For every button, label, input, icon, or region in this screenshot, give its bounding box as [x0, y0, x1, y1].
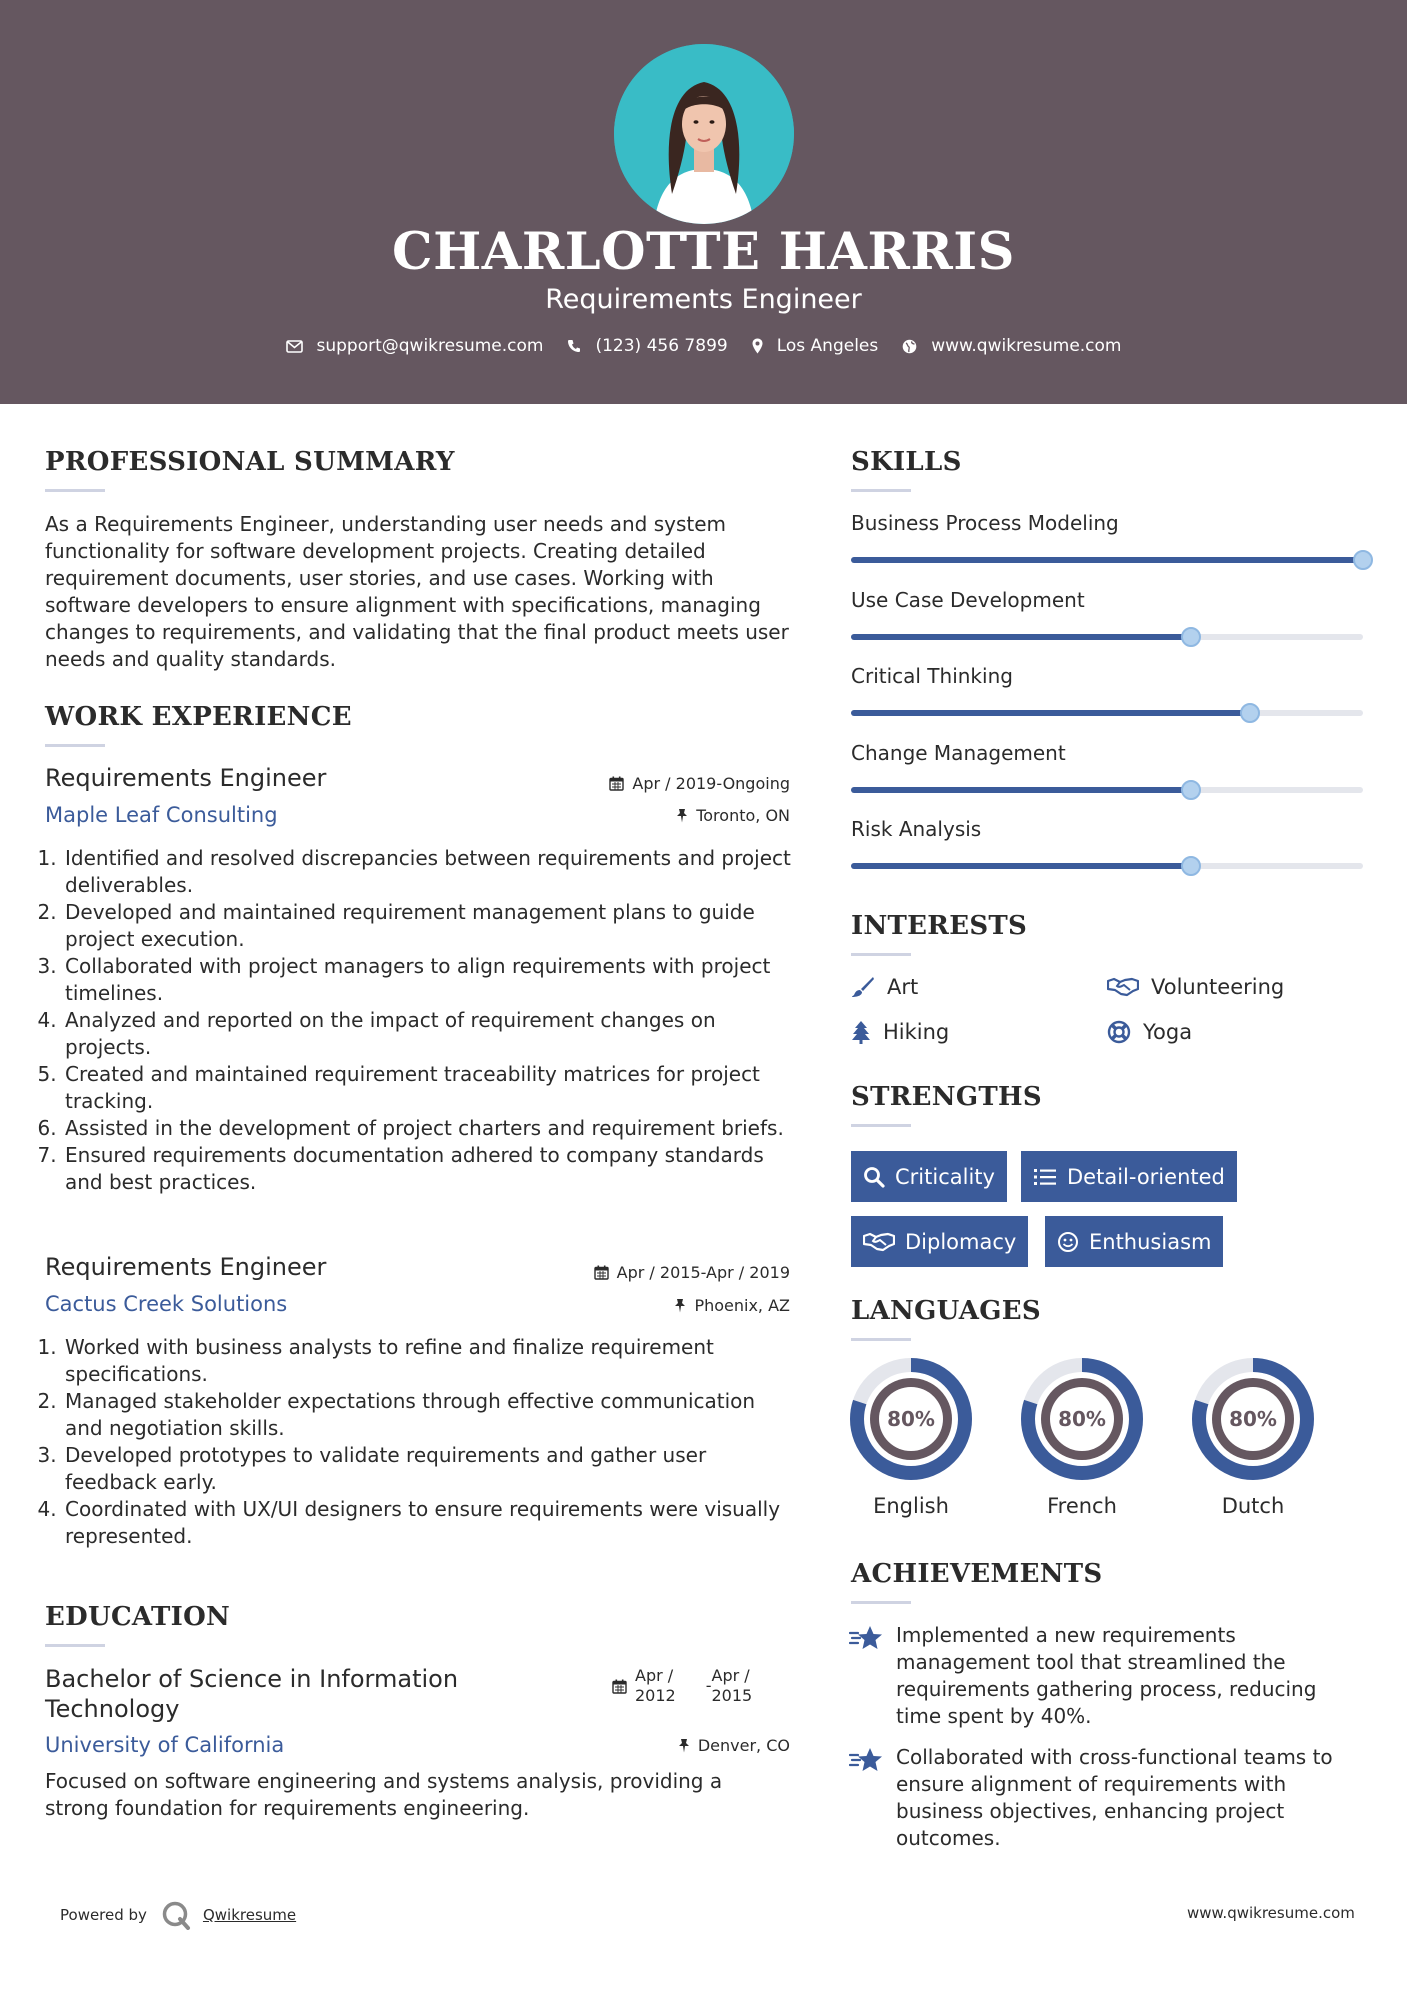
- interest-label: Yoga: [1143, 1020, 1193, 1044]
- interests-heading: INTERESTS: [851, 911, 1028, 941]
- star-icon: [849, 1624, 883, 1652]
- skill-label: Business Process Modeling: [851, 511, 1119, 535]
- resume-header: [0, 0, 1407, 404]
- map-pin-icon: [752, 338, 763, 354]
- job-1-location-text: Toronto, ON: [696, 806, 790, 825]
- skill-bar-knob: [1181, 780, 1201, 800]
- education-date: [612, 1666, 760, 1706]
- skill-bar-fill: [851, 863, 1191, 869]
- skill-bar-knob: [1353, 550, 1373, 570]
- language-label: Dutch: [1221, 1494, 1285, 1518]
- skill-bar-fill: [851, 557, 1363, 563]
- footer-powered-by: [60, 1900, 296, 1930]
- calendar-icon: [594, 1265, 609, 1280]
- job-1-title: Requirements Engineer: [45, 764, 327, 792]
- skill-label: Use Case Development: [851, 587, 1085, 612]
- experience-heading-underline: [45, 744, 105, 747]
- interest-yoga: [1107, 1020, 1192, 1044]
- skills-heading: SKILLS: [851, 447, 962, 477]
- profile-photo: [614, 44, 794, 224]
- language-percent: 80%: [887, 1407, 935, 1431]
- summary-heading: PROFESSIONAL SUMMARY: [45, 447, 455, 477]
- summary-text: As a Requirements Engineer, understanding user needs and system functionality for software development projects. Creating detailed requirement documents, user stories, and use cases. Working with software developers to ensure alignment with specifications, managing changes to requirements, and validating that the final product meets user needs and quality standards.: [45, 512, 789, 671]
- list-item: 2. Developed and maintained requirement management plans to guide project execution.: [63, 899, 795, 953]
- list-icon: [1033, 1167, 1057, 1187]
- profile-photo-illustration: [614, 44, 794, 224]
- contact-phone[interactable]: [567, 336, 727, 356]
- interest-label: Volunteering: [1151, 975, 1285, 999]
- footer-powered-label: Powered by: [60, 1906, 147, 1924]
- skill-label: Change Management: [851, 740, 1066, 765]
- star-icon: [849, 1746, 883, 1774]
- education-location: [520, 1736, 790, 1755]
- footer-website[interactable]: www.qwikresume.com: [1187, 1904, 1355, 1922]
- contact-email[interactable]: [286, 336, 544, 356]
- skill-bar-fill: [851, 710, 1250, 716]
- skill-bar-fill: [851, 787, 1191, 793]
- strengths-heading-underline: [851, 1124, 911, 1127]
- calendar-icon: [612, 1679, 627, 1694]
- education-location-text: Denver, CO: [697, 1736, 790, 1755]
- pushpin-icon: [678, 1738, 690, 1753]
- skill-label: Risk Analysis: [851, 817, 982, 841]
- language-percent: 80%: [1229, 1407, 1277, 1431]
- education-date-start: [635, 1666, 676, 1706]
- strength-label: Detail-oriented: [1067, 1164, 1225, 1189]
- list-item: 3. Collaborated with project managers to align requirements with project timelines.: [63, 953, 795, 1007]
- contact-phone-text: (123) 456 7899: [595, 336, 728, 356]
- education-degree-line-2: Technology: [45, 1695, 180, 1723]
- candidate-role: Requirements Engineer: [545, 284, 862, 315]
- list-item: 7. Ensured requirements documentation adhered to company standards and best practices.: [63, 1142, 795, 1196]
- handshake-icon: [1107, 977, 1139, 997]
- qwikresume-logo-icon: [161, 1900, 191, 1930]
- skill-bar-knob: [1181, 856, 1201, 876]
- list-item: 6. Assisted in the development of project charters and requirement briefs.: [63, 1115, 795, 1142]
- strength-label: Criticality: [895, 1164, 995, 1189]
- interest-art: [851, 975, 918, 999]
- education-date-end: [706, 1666, 753, 1706]
- contact-website[interactable]: [902, 336, 1121, 356]
- job-2-title: Requirements Engineer: [45, 1253, 327, 1281]
- list-item: 3. Developed prototypes to validate requirements and gather user feedback early.: [63, 1442, 795, 1496]
- strength-enthusiasm: [1045, 1216, 1223, 1267]
- footer-brand-link[interactable]: Qwikresume: [202, 1906, 297, 1924]
- job-1-company: Maple Leaf Consulting: [45, 803, 278, 827]
- language-donut: [1191, 1357, 1315, 1481]
- life-ring-icon: [1107, 1020, 1131, 1044]
- achievements-heading-underline: [851, 1601, 911, 1604]
- job-2-bullets: [45, 1334, 795, 1550]
- education-degree: [45, 1664, 605, 1724]
- language-donut: [1020, 1357, 1144, 1481]
- education-date-end-month: Apr /: [711, 1666, 750, 1685]
- education-school: University of California: [45, 1733, 285, 1757]
- strength-criticality: [851, 1151, 1007, 1202]
- job-2-company: Cactus Creek Solutions: [45, 1292, 288, 1316]
- education-heading: EDUCATION: [45, 1602, 231, 1632]
- phone-icon: [567, 339, 581, 353]
- globe-icon: [902, 339, 917, 354]
- achievement-2: Collaborated with cross-functional teams to ensure alignment of requirements with business objectives, enhancing project outcomes.: [896, 1745, 1333, 1850]
- education-date-end-year: 2015: [711, 1686, 753, 1705]
- strength-detail-oriented: [1021, 1151, 1237, 1202]
- skill-bar-track: [851, 710, 1363, 716]
- job-2-date-text: Apr / 2015-Apr / 2019: [616, 1263, 790, 1282]
- interest-label: Hiking: [883, 1020, 950, 1044]
- strength-label: Diplomacy: [905, 1229, 1017, 1254]
- skill-bar-track: [851, 634, 1363, 640]
- strengths-heading: STRENGTHS: [851, 1082, 1042, 1112]
- contact-email-text: support@qwikresume.com: [316, 336, 544, 356]
- skill-bar-track: [851, 787, 1363, 793]
- contact-location-text: Los Angeles: [776, 336, 879, 356]
- pushpin-icon: [676, 808, 688, 823]
- job-1-bullets: [45, 845, 795, 1196]
- skill-bar-knob: [1240, 703, 1260, 723]
- language-label: French: [1047, 1494, 1117, 1518]
- skill-bar-track: [851, 863, 1363, 869]
- list-item: 4. Analyzed and reported on the impact of requirement changes on projects.: [63, 1007, 795, 1061]
- job-2-location-text: Phoenix, AZ: [694, 1296, 790, 1315]
- smile-icon: [1057, 1231, 1079, 1253]
- interest-label: Art: [887, 975, 919, 999]
- language-percent: 80%: [1058, 1407, 1106, 1431]
- education-date-start-month: Apr /: [635, 1666, 674, 1685]
- contact-website-text: www.qwikresume.com: [931, 336, 1122, 356]
- skill-bar-knob: [1181, 627, 1201, 647]
- strength-label: Enthusiasm: [1089, 1229, 1212, 1254]
- search-icon: [863, 1166, 885, 1188]
- paintbrush-icon: [851, 976, 875, 998]
- interest-hiking: [851, 1020, 949, 1044]
- list-item: 1. Worked with business analysts to refine and finalize requirement specifications.: [63, 1334, 795, 1388]
- education-heading-underline: [45, 1644, 105, 1647]
- languages-heading: LANGUAGES: [851, 1296, 1041, 1326]
- education-date-start-year: 2012: [635, 1686, 676, 1705]
- education-date-dash: -: [705, 1676, 712, 1695]
- job-1-date-text: Apr / 2019-Ongoing: [632, 774, 790, 793]
- language-label: English: [873, 1494, 949, 1518]
- job-2-date: [520, 1263, 790, 1282]
- envelope-icon: [286, 340, 303, 353]
- skill-label: Critical Thinking: [851, 664, 1013, 688]
- list-item: 2. Managed stakeholder expectations through effective communication and negotiation skills.: [63, 1388, 795, 1442]
- candidate-name: CHARLOTTE HARRIS: [392, 222, 1015, 282]
- handshake-icon: [863, 1232, 895, 1252]
- job-1-date: [520, 774, 790, 793]
- education-degree-line-1: Bachelor of Science in Information: [45, 1665, 459, 1693]
- tree-icon: [851, 1020, 871, 1044]
- contact-bar: [0, 336, 1407, 356]
- job-1-location: [520, 806, 790, 825]
- skills-heading-underline: [851, 489, 911, 492]
- skill-bar-fill: [851, 634, 1191, 640]
- list-item: 5. Created and maintained requirement traceability matrices for project tracking.: [63, 1061, 795, 1115]
- calendar-icon: [609, 776, 624, 791]
- job-2-location: [520, 1296, 790, 1315]
- interests-heading-underline: [851, 953, 911, 956]
- list-item: 4. Coordinated with UX/UI designers to ensure requirements were visually represented.: [63, 1496, 795, 1550]
- interest-volunteering: [1107, 975, 1284, 999]
- list-item: 1. Identified and resolved discrepancies between requirements and project deliverables.: [63, 845, 795, 899]
- achievements-heading: ACHIEVEMENTS: [851, 1559, 1103, 1589]
- strength-diplomacy: [851, 1216, 1028, 1267]
- skill-bar-track: [851, 557, 1363, 563]
- achievement-1: Implemented a new requirements management tool that streamlined the requirements gathering process, reducing time spent by 40%.: [896, 1623, 1317, 1728]
- experience-heading: WORK EXPERIENCE: [45, 702, 352, 732]
- language-donut: [849, 1357, 973, 1481]
- pushpin-icon: [674, 1298, 686, 1313]
- education-text: Focused on software engineering and systems analysis, providing a strong foundation for requirements engineering.: [45, 1769, 723, 1820]
- languages-heading-underline: [851, 1338, 911, 1341]
- contact-location: [752, 336, 879, 356]
- summary-heading-underline: [45, 489, 105, 492]
